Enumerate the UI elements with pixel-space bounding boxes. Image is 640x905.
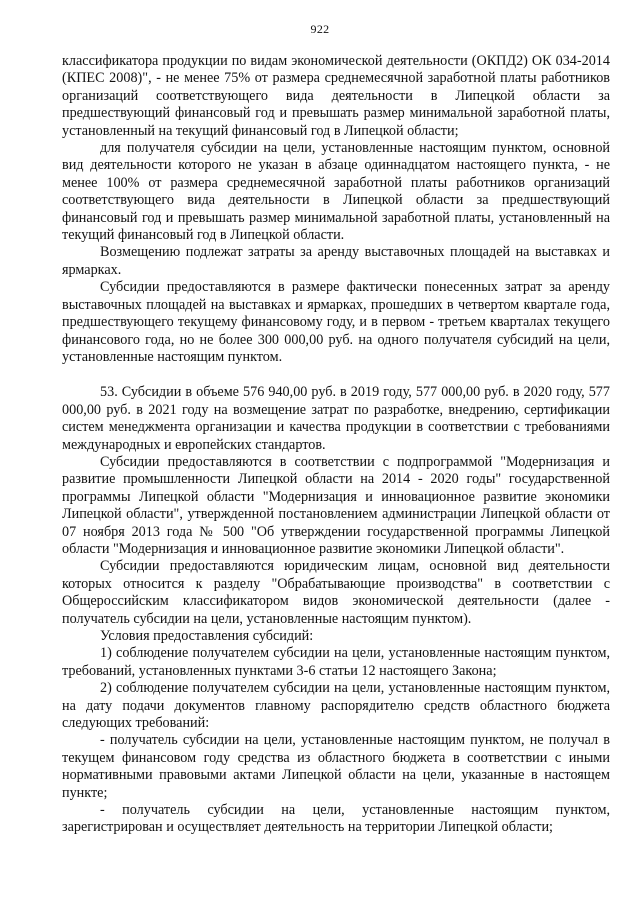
paragraph-subsidy-amount: Субсидии предоставляются в размере фактически понесенных затрат за аренду выставочных площадей на выставках и ярмарках, прошедших в четвертом квартале года, предшествующего текущему финансовому году, и в первом - третьем кварталах текущего финансового года, но не более 300 000,00 руб. на одного получателя субсидий на цели, установленные настоящим пунктом. — [62, 279, 610, 365]
paragraph-condition-1: 1) соблюдение получателем субсидии на цели, установленные настоящим пунктом, требований, установленных пунктами 3-6 статьи 12 настоящего Закона; — [62, 645, 610, 679]
paragraph-okpd2-continuation: классификатора продукции по видам экономической деятельности (ОКПД2) ОК 034-2014 (КПЕС 2008)", - не менее 75% от размера среднемесячной заработной платы работников организаций соответствующего вида деятельности в Липецкой области за предшествующий финансовый год и превышать размер минимальной заработной платы, установленный на текущий финансовый год в Липецкой области; — [62, 53, 610, 139]
paragraph-eligible-recipients: Субсидии предоставляются юридическим лицам, основной вид деятельности которых относится к разделу "Обрабатывающие производства" в соответствии с Общероссийским классификатором видов экономической деятельности (далее - получатель субсидии на цели, установленные настоящим пунктом). — [62, 558, 610, 627]
paragraph-other-activity-salary: для получателя субсидии на цели, установленные настоящим пунктом, основной вид деятельности которого не указан в абзаце одиннадцатом настоящего пункта, - не менее 100% от размера среднемесячной заработной платы работников организаций соответствующего вида деятельности в Липецкой области за предшествующий финансовый год и превышать размер минимальной заработной платы, установленный на текущий финансовый год в Липецкой области. — [62, 140, 610, 244]
paragraph-conditions-heading: Условия предоставления субсидий: — [100, 628, 314, 644]
paragraph-requirement-registered: - получатель субсидии на цели, установленные настоящим пунктом, зарегистрирован и осуществляет деятельность на территории Липецкой области; — [62, 802, 610, 836]
paragraph-exhibition-costs: Возмещению подлежат затраты за аренду выставочных площадей на выставках и ярмарках. — [62, 244, 610, 278]
paragraph-gap — [62, 366, 610, 384]
page-number: 922 — [310, 22, 330, 36]
paragraph-requirement-no-other-funds: - получатель субсидии на цели, установленные настоящим пунктом, не получал в текущем финансовом году средства из областного бюджета в соответствии с иными нормативными правовыми актами Липецкой области на цели, указанные в настоящем пункте; — [62, 732, 610, 801]
paragraph-item-53: 53. Субсидии в объеме 576 940,00 руб. в 2019 году, 577 000,00 руб. в 2020 году, 577 000,00 руб. в 2021 году на возмещение затрат по разработке, внедрению, сертификации систем менеджмента организации и качества продукции в соответствии с требованиями международных и европейских стандартов. — [62, 384, 610, 453]
paragraph-condition-2: 2) соблюдение получателем субсидии на цели, установленные настоящим пунктом, на дату подачи документов главному распорядителю средств областного бюджета следующих требований: — [62, 680, 610, 732]
document-body — [62, 53, 610, 837]
paragraph-subprogram-reference: Субсидии предоставляются в соответствии с подпрограммой "Модернизация и развитие промышленности Липецкой области на 2014 - 2020 годы" государственной программы Липецкой области "Модернизация и инновационное развитие экономики Липецкой области", утвержденной постановлением администрации Липецкой области от 07 ноября 2013 года № 500 "Об утверждении государственной программы Липецкой области "Модернизация и инновационное развитие экономики Липецкой области". — [62, 453, 610, 557]
